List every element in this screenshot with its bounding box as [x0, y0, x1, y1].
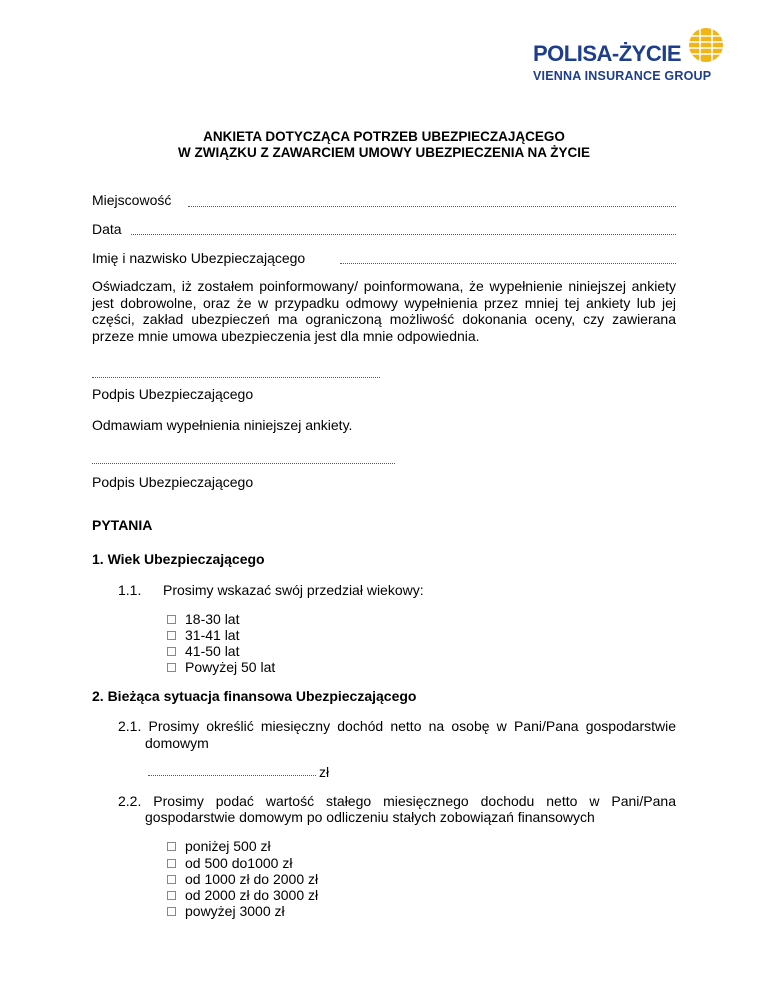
declaration-text: Oświadczam, iż zostałem poinformowany/ poinformowana, że wypełnienie niniejszej ankiety jest dobrowolne, oraz że w przypadku odmowy wypełnienia przez mniej tej ankiety lub jej części, zakład ubezpieczeń ma ograniczoną możliwość dokonania oceny, czy zawierana przeze mnie umowa ubezpieczenia jest dla mnie odpowiednia.	[92, 278, 676, 344]
income-option-label: od 500 do1000 zł	[185, 855, 293, 871]
signature1-label: Podpis Ubezpieczającego	[92, 386, 254, 402]
checkbox-icon[interactable]	[167, 907, 176, 916]
age-option-label: 31-41 lat	[185, 627, 240, 643]
net-income-option-5[interactable]	[167, 903, 285, 919]
checkbox-icon[interactable]	[167, 875, 176, 884]
income-option-label: od 2000 zł do 3000 zł	[185, 887, 319, 903]
checkbox-icon[interactable]	[167, 631, 176, 640]
net-income-option-1[interactable]	[167, 838, 271, 854]
signature2-field[interactable]	[92, 463, 395, 464]
income-option-label: powyżej 3000 zł	[185, 903, 285, 919]
q1-1-text: Prosimy wskazać swój przedział wiekowy:	[163, 582, 424, 598]
date-field[interactable]	[131, 234, 676, 235]
document-title-line2: W ZWIĄZKU Z ZAWARCIEM UMOWY UBEZPIECZENIA NA ŻYCIE	[178, 145, 590, 160]
currency-label: zł	[319, 764, 330, 780]
sun-icon	[688, 27, 724, 63]
age-option-3[interactable]	[167, 643, 239, 659]
refusal-text: Odmawiam wypełnienia niniejszej ankiety.	[92, 417, 353, 433]
net-income-option-3[interactable]	[167, 871, 318, 887]
logo-brand: POLISA-ŻYCIE	[533, 41, 682, 66]
checkbox-icon[interactable]	[167, 647, 176, 656]
checkbox-icon[interactable]	[167, 859, 176, 868]
q2-1-line1: 2.1. Prosimy określić miesięczny dochód netto na osobę w Pani/Pana gospodarstwie	[118, 718, 676, 734]
income-field[interactable]	[148, 775, 316, 776]
signature1-field[interactable]	[92, 377, 380, 378]
q2-2-line1: 2.2. Prosimy podać wartość stałego miesięcznego dochodu netto w Pani/Pana	[118, 793, 676, 809]
name-label: Imię i nazwisko Ubezpieczającego	[92, 250, 306, 266]
net-income-option-2[interactable]	[167, 855, 292, 871]
age-option-4[interactable]	[167, 659, 275, 675]
document-title-line1: ANKIETA DOTYCZĄCA POTRZEB UBEZPIECZAJĄCEGO	[203, 129, 565, 144]
q2-1-line2: domowym	[145, 735, 209, 751]
place-label: Miejscowość	[92, 192, 172, 208]
age-option-2[interactable]	[167, 627, 239, 643]
checkbox-icon[interactable]	[167, 663, 176, 672]
name-field[interactable]	[340, 263, 676, 264]
date-label: Data	[92, 221, 122, 237]
questions-heading: PYTANIA	[92, 517, 153, 533]
checkbox-icon[interactable]	[167, 891, 176, 900]
company-logo	[530, 25, 725, 95]
income-option-label: od 1000 zł do 2000 zł	[185, 871, 319, 887]
age-option-1[interactable]	[167, 611, 239, 627]
age-option-label: 41-50 lat	[185, 643, 240, 659]
checkbox-icon[interactable]	[167, 615, 176, 624]
age-option-label: 18-30 lat	[185, 611, 240, 627]
q1-1-number: 1.1.	[118, 582, 142, 598]
net-income-option-4[interactable]	[167, 887, 318, 903]
logo-group: VIENNA INSURANCE GROUP	[533, 69, 712, 83]
checkbox-icon[interactable]	[167, 842, 176, 851]
place-field[interactable]	[188, 206, 676, 207]
section2-heading: 2. Bieżąca sytuacja finansowa Ubezpieczającego	[92, 688, 417, 704]
signature2-label: Podpis Ubezpieczającego	[92, 474, 254, 490]
section1-heading: 1. Wiek Ubezpieczającego	[92, 551, 265, 567]
age-option-label: Powyżej 50 lat	[185, 659, 276, 675]
income-option-label: poniżej 500 zł	[185, 838, 271, 854]
q2-2-line2: gospodarstwie domowym po odliczeniu stałych zobowiązań finansowych	[145, 809, 595, 825]
